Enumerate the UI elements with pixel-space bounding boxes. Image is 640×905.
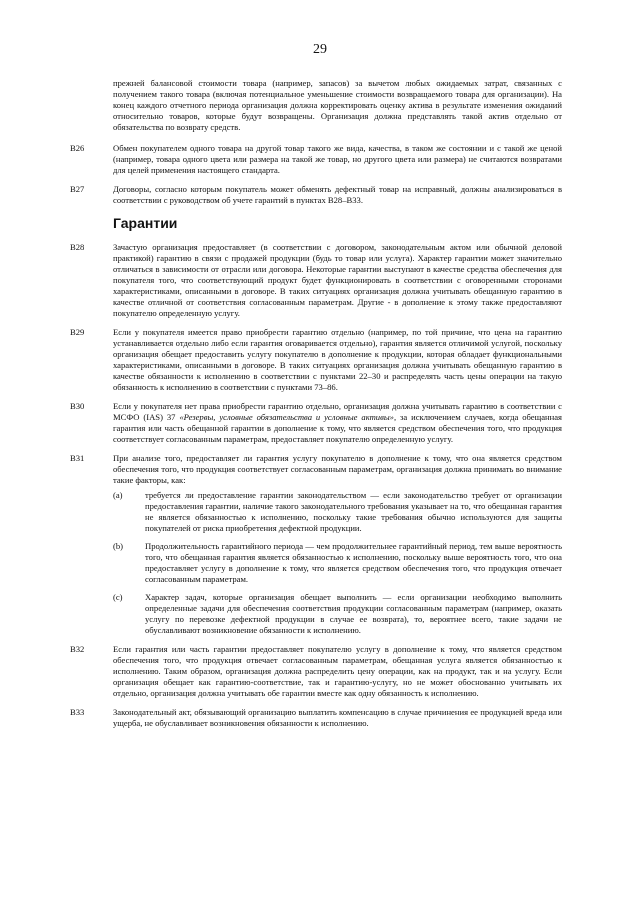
text-after-citation: , за исключением случаев, когда обещанная гарантия или часть обещанной гарантии в дополнение к тому, что является средством обеспечения того, что продукция соответствует согласованным параметрам, предоставляет покупателю определенную услугу.: [113, 412, 562, 444]
paragraph-text: Договоры, согласно которым покупатель может обменять дефектный товар на исправный, должны анализироваться в соответствии с руководством об учете гарантий в пунктах B28–B33.: [113, 184, 562, 205]
paragraph-number: B32: [70, 644, 85, 654]
paragraph-number: B33: [70, 707, 85, 717]
paragraph-b30: [70, 401, 562, 445]
paragraph-text: При анализе того, предоставляет ли гарантия услугу покупателю в дополнение к тому, что она является средством обеспечения того, что продукция соответствует согласованным параметрам, организация должна принимать во внимание такие факторы, как:: [113, 453, 562, 485]
standard-title-italic: «Резервы, условные обязательства и условные активы»: [179, 412, 394, 422]
list-item-text: требуется ли предоставление гарантии законодательством — если законодательство требует от организации предоставления гарантии, наличие такого законодательного требования указывает на то, что обещанная гарантия не является обязанностью к исполнению, поскольку такие требования обычно используются для защиты покупателей от риска приобретения дефектной продукции.: [145, 490, 562, 533]
paragraph-number: B31: [70, 453, 85, 463]
list-item-letter: (a): [113, 490, 123, 500]
paragraph-number: B27: [70, 184, 85, 194]
paragraph-b32: [70, 644, 562, 699]
list-item-letter: (c): [113, 592, 123, 602]
paragraph-b29: [70, 327, 562, 393]
list-item-letter: (b): [113, 541, 124, 551]
paragraph-text: [113, 401, 562, 445]
paragraph-b31: [70, 453, 562, 636]
text-before-citation: Если у покупателя нет права приобрести гарантию отдельно, организация должна учитывать гарантию в соответствии с МСФО (IAS) 37: [113, 401, 562, 422]
paragraph-text: Обмен покупателем одного товара на другой товар такого же вида, качества, в таком же состоянии и с такой же ценой (например, товара одного цвета или размера на такой же товар, но другого цвета или размера) не считаются возвратами для целей применения настоящего стандарта.: [113, 143, 562, 175]
list-item-text: Характер задач, которые организация обещает выполнить — если организации необходимо выполнить определенные задачи для обеспечения соответствия продукции согласованным параметрам (например, оказать услугу по перевозке дефектной продукции в случае ее возврата), то, вероятнее всего, такие задачи не обуславливают возникновение обязанности к исполнению.: [145, 592, 562, 635]
paragraph-text: Если у покупателя имеется право приобрести гарантию отдельно (например, по той причине, что цена на гарантию устанавливается отдельно либо если гарантия оговаривается отдельно), гарантия является отличимой услугой, поскольку организация обещает предоставить услугу покупателю в дополнение к продукции, которая обладает функциональными характеристиками, описанными в договоре. В таких ситуациях организация должна учитывать обещанную гарантию в качестве обязанности к исполнению в соответствии с пунктами 22–30 и распределять часть цены операции на такую обязанность к исполнению в соответствии с пунктами 73–86.: [113, 327, 562, 392]
paragraph-text: Законодательный акт, обязывающий организацию выплатить компенсацию в случае причинения ее продукцией вреда или ущерба, не обуславливает возникновения обязанности к исполнению.: [113, 707, 562, 728]
paragraph-b26: [70, 143, 562, 176]
list-item: [113, 541, 562, 585]
page-number: 29: [313, 42, 327, 57]
list-item-text: Продолжительность гарантийного периода — чем продолжительнее гарантийный период, тем выше вероятность того, что обещанная гарантия является обязанностью к исполнению, поскольку выше вероятность того, что она предоставляет услугу в дополнение к тому, что является средством обеспечения того, что продукция отвечает согласованным параметрам.: [145, 541, 562, 584]
paragraph-text: Зачастую организация предоставляет (в соответствии с договором, законодательным актом или обычной деловой практикой) гарантию в связи с продажей продукции (будь то товар или услуга). Характер гарантии может значительно отличаться в зависимости от отрасли или договора. Некоторые гарантии выступают в качестве средства обеспечения для покупателя того, что соответствующий продукт будет функционировать в соответствии с оговоренными сторонами характеристиками, описанными в договоре. В таких ситуациях организация должна учитывать обещанную гарантию в качестве отличной от соответствия согласованным параметрам. Другие - в дополнение к этому также предоставляют покупателю определенную услугу.: [113, 242, 562, 318]
paragraph-b28: [70, 242, 562, 319]
lead-paragraph: прежней балансовой стоимости товара (например, запасов) за вычетом любых ожидаемых затрат, связанных с получением такого товара (включая потенциальное уменьшение стоимости возвращаемого товара для организации). На конец каждого отчетного периода организация должна корректировать оценку актива в результате изменения ожиданий относительно товаров, которые будут возвращены. Организация должна представлять такой актив отдельно от обязательства по возврату средств.: [113, 78, 562, 132]
paragraph-b27: [70, 184, 562, 206]
section-heading: Гарантии: [113, 215, 178, 231]
list-item: [113, 490, 562, 534]
paragraph-text: Если гарантия или часть гарантии предоставляет покупателю услугу в дополнение к тому, что является средством обеспечения того, что продукция отвечает согласованным параметрам, обещанная услуга является обязанностью к исполнению. Таким образом, организация должна распределить цену операции, как на продукт, так и на услугу. Если организация обещает как гарантию-соответствие, так и гарантию-услугу, но не может обоснованно учитывать их отдельно, организация должна учитывать обе гарантии вместе как одну обязанность к исполнению.: [113, 644, 562, 698]
list-item: [113, 592, 562, 636]
paragraph-number: B26: [70, 143, 85, 153]
paragraph-number: B30: [70, 401, 85, 411]
paragraph-number: B29: [70, 327, 85, 337]
page-content: [70, 78, 562, 737]
paragraph-number: B28: [70, 242, 85, 252]
paragraph-b33: [70, 707, 562, 729]
